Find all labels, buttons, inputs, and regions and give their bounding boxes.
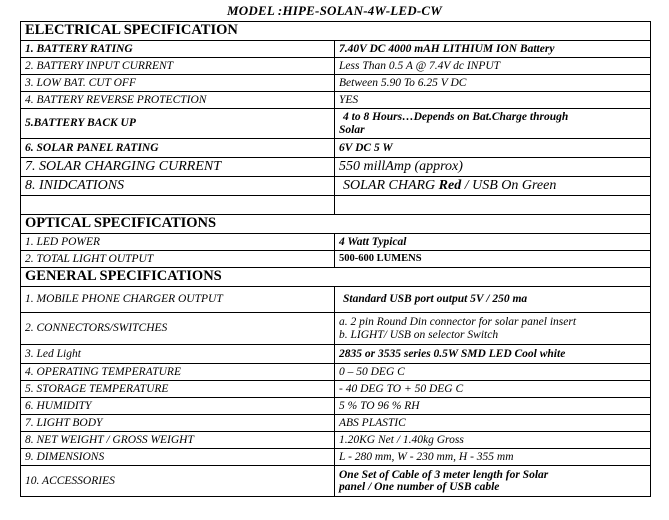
spec-value: 1.20KG Net / 1.40kg Gross [335, 432, 651, 449]
table-row [21, 466, 651, 497]
spec-label: 4. BATTERY REVERSE PROTECTION [21, 92, 335, 109]
spec-value [335, 313, 651, 345]
table-row [21, 449, 651, 466]
value-line: Solar [339, 123, 365, 136]
spec-label: 1. MOBILE PHONE CHARGER OUTPUT [21, 287, 335, 313]
value-text: / USB On Green [461, 177, 557, 193]
spec-label: 3. Led Light [21, 345, 335, 364]
spec-value: 6V DC 5 W [335, 139, 651, 158]
value-text: SOLAR CHARG [343, 177, 439, 193]
spec-value: 7.40V DC 4000 mAH LITHIUM ION Battery [335, 41, 651, 58]
table-row-empty [21, 196, 651, 215]
table-row [21, 109, 651, 139]
section-title: OPTICAL SPECIFICATIONS [21, 215, 651, 234]
spec-label: 9. DIMENSIONS [21, 449, 335, 466]
spec-value: Less Than 0.5 A @ 7.4V dc INPUT [335, 58, 651, 75]
spec-table [20, 21, 651, 497]
spec-value: 5 % TO 96 % RH [335, 398, 651, 415]
spec-label: 5.BATTERY BACK UP [21, 109, 335, 139]
table-row [21, 41, 651, 58]
spec-value: L - 280 mm, W - 230 mm, H - 355 mm [335, 449, 651, 466]
spec-value: 2835 or 3535 series 0.5W SMD LED Cool white [335, 345, 651, 364]
value-line: panel / One number of USB cable [339, 481, 500, 493]
table-row [21, 381, 651, 398]
empty-cell [21, 196, 335, 215]
spec-label: 1. LED POWER [21, 234, 335, 251]
table-row [21, 398, 651, 415]
value-emphasis: Red [438, 177, 462, 193]
spec-value: 0 – 50 DEG C [335, 364, 651, 381]
table-row [21, 415, 651, 432]
value-line: a. 2 pin Round Din connector for solar panel insert [339, 316, 577, 329]
table-row [21, 313, 651, 345]
table-row [21, 139, 651, 158]
section-header-optical [21, 215, 651, 234]
spec-value: Between 5.90 To 6.25 V DC [335, 75, 651, 92]
spec-value [335, 109, 651, 139]
spec-value: YES [335, 92, 651, 109]
value-line: b. LIGHT/ USB on selector Switch [339, 328, 499, 341]
spec-value [335, 177, 651, 196]
table-row [21, 75, 651, 92]
spec-label: 4. OPERATING TEMPERATURE [21, 364, 335, 381]
spec-label: 8. NET WEIGHT / GROSS WEIGHT [21, 432, 335, 449]
empty-cell [335, 196, 651, 215]
table-row [21, 234, 651, 251]
spec-label: 6. HUMIDITY [21, 398, 335, 415]
spec-label: 2. CONNECTORS/SWITCHES [21, 313, 335, 345]
value-line: 4 to 8 Hours…Depends on Bat.Charge through [343, 111, 569, 124]
spec-label: 3. LOW BAT. CUT OFF [21, 75, 335, 92]
spec-value [335, 466, 651, 497]
table-row [21, 287, 651, 313]
section-title: GENERAL SPECIFICATIONS [21, 268, 651, 287]
section-header-electrical [21, 22, 651, 41]
spec-label: 2. TOTAL LIGHT OUTPUT [21, 251, 335, 268]
document-title: MODEL :HIPE-SOLAN-4W-LED-CW [227, 3, 442, 18]
spec-value: 500-600 LUMENS [335, 251, 651, 268]
spec-label: 7. SOLAR CHARGING CURRENT [21, 158, 335, 177]
spec-label: 8. INIDCATIONS [21, 177, 335, 196]
spec-label: 10. ACCESSORIES [21, 466, 335, 497]
section-header-general [21, 268, 651, 287]
spec-value: - 40 DEG TO + 50 DEG C [335, 381, 651, 398]
table-row [21, 251, 651, 268]
spec-value: ABS PLASTIC [335, 415, 651, 432]
spec-label: 1. BATTERY RATING [21, 41, 335, 58]
spec-label: 6. SOLAR PANEL RATING [21, 139, 335, 158]
table-row [21, 432, 651, 449]
spec-label: 7. LIGHT BODY [21, 415, 335, 432]
spec-value: Standard USB port output 5V / 250 ma [335, 287, 651, 313]
spec-value: 550 millAmp (approx) [335, 158, 651, 177]
section-title: ELECTRICAL SPECIFICATION [21, 22, 651, 41]
value-line: One Set of Cable of 3 meter length for Solar [339, 468, 549, 481]
spec-label: 2. BATTERY INPUT CURRENT [21, 58, 335, 75]
table-row [21, 158, 651, 177]
spec-value: 4 Watt Typical [335, 234, 651, 251]
table-row [21, 345, 651, 364]
table-row [21, 92, 651, 109]
table-row [21, 177, 651, 196]
table-row [21, 58, 651, 75]
table-row [21, 364, 651, 381]
spec-label: 5. STORAGE TEMPERATURE [21, 381, 335, 398]
